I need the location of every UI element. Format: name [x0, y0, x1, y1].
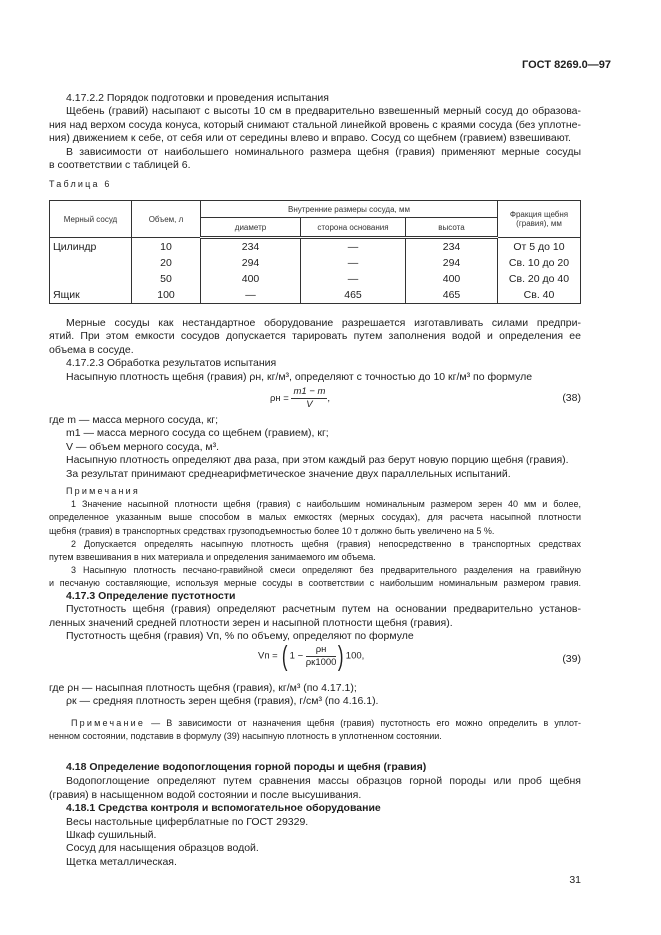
formula-number: (38): [562, 392, 581, 404]
cell: Св. 20 до 40: [498, 271, 581, 287]
section-4-17-3: [49, 590, 581, 644]
equipment-item: Весы настольные циферблатные по ГОСТ 29329.: [66, 815, 309, 828]
col-header: Фракция щебня (гравия), мм: [498, 201, 581, 238]
equipment-item: Шкаф сушильный.: [66, 828, 157, 841]
cell: 234: [406, 238, 498, 256]
col-header: диаметр: [201, 218, 301, 238]
paragraph-nonstandard: [49, 317, 581, 384]
formula-denominator: V: [306, 399, 313, 410]
note-line: [49, 717, 581, 730]
text-line: V — объем мерного сосуда, м³.: [66, 440, 220, 453]
notes: [49, 485, 581, 591]
text-line: Насыпную плотность щебня (гравия) ρн, кг/м³, определяют с точностью до 10 кг/м³ по формуле: [66, 370, 533, 383]
note-single: [49, 717, 581, 743]
text-line: Пустотность щебня (гравия) Vп, % по объему, определяют по формуле: [66, 630, 414, 643]
section-4-17-2-2: [49, 92, 581, 172]
cell: [50, 255, 132, 271]
cell: Св. 10 до 20: [498, 255, 581, 271]
text-line: За результат принимают среднеарифметическое значение двух параллельных испытаний.: [66, 467, 511, 480]
text-line: где ρн — насыпная плотность щебня (гравия), кг/м³ (по 4.17.1);: [49, 682, 357, 694]
page-number: 31: [569, 874, 581, 886]
text-line: (гравия) в насыщенном водой состоянии и после высушивания.: [49, 788, 362, 801]
text-line: объема в сосуде.: [49, 343, 134, 356]
text-line: ρк — средняя плотность зерен щебня (гравия), г/см³ (по 4.16.1).: [66, 695, 379, 708]
text-line: ленных значений средней плотности зерен и насыпной плотности щебня (гравия).: [49, 616, 453, 629]
cell: —: [201, 287, 301, 304]
table-6: [49, 200, 581, 304]
formula-denominator: ρк1000: [305, 656, 337, 668]
note-line: 1 Значение насыпной плотности щебня (гравия) с наибольшим номинальным размером зерен 40 мм и более,: [71, 499, 581, 510]
col-header: высота: [406, 218, 498, 238]
text-line: где m — масса мерного сосуда, кг;: [49, 414, 219, 426]
text-line: в соответствии с таблицей 6.: [49, 158, 191, 171]
table-caption: Таблица 6: [49, 179, 112, 189]
text-line: ятий. При этом емкости сосудов допускается тарировать путем заполнения водой и определения ее: [49, 330, 581, 343]
note-line: и песчаную составляющие, используя мерные сосуды в соответствии с наибольшим номинальным размером гравия.: [49, 578, 581, 589]
equipment-item: Сосуд для насыщения образцов водой.: [66, 842, 259, 855]
cell: Ящик: [50, 287, 132, 304]
formula-lhs: ρн =: [270, 393, 289, 405]
text-line: m1 — масса мерного сосуда со щебнем (гравием), кг;: [66, 427, 329, 440]
cell: Св. 40: [498, 287, 581, 304]
where-block-38: [49, 414, 581, 481]
col-header: Объем, л: [132, 201, 201, 238]
text-line: Водопоглощение определяют путем сравнения массы образцов горной породы или проб щебня: [66, 775, 581, 788]
cell: —: [301, 271, 406, 287]
note-line: щебня (гравия) в транспортных средствах грузоподъемностью более 10 т должно быть увеличено на 5 %.: [49, 525, 495, 536]
note-line: 2 Допускается определять насыпную плотность щебня (гравия) непосредственно в транспортных средствах: [71, 538, 581, 549]
formula-numerator: ρн: [306, 644, 337, 657]
note-text: — В зависимости от назначения щебня (гравия) пустотность его можно определить в уплот-: [151, 718, 581, 728]
section-heading: 4.17.2.3 Обработка результатов испытания: [66, 357, 277, 370]
cell: 100: [132, 287, 201, 304]
table-row: [50, 238, 581, 256]
cell: От 5 до 10: [498, 238, 581, 256]
cell: 50: [132, 271, 201, 287]
col-header: Мерный сосуд: [50, 201, 132, 238]
cell: 465: [301, 287, 406, 304]
section-4-18: [49, 761, 581, 869]
cell: 465: [406, 287, 498, 304]
note-line: определенное указанным выше способом в малых емкостях (мерных сосудах), для расчета насыпной плотности: [49, 512, 581, 523]
cell: 294: [201, 255, 301, 271]
formula-number: (39): [562, 653, 581, 665]
text-line: Щебень (гравий) насыпают с высоты 10 см в предварительно взвешенный мерный сосуд до образова-: [66, 105, 581, 118]
formula-one: 1 −: [289, 650, 304, 662]
text-line: ния над верхом сосуда конуса, который снимают стальной линейкой вровень с краями сосуда (без уплотне-: [49, 118, 581, 131]
note-line: 3 Насыпную плотность песчано-гравийной смеси определяют без предварительного разделения на гравийную: [71, 565, 581, 576]
text-line: Насыпную плотность определяют два раза, при этом каждый раз берут новую порцию щебня (гравия).: [66, 454, 569, 467]
section-heading: 4.17.2.2 Порядок подготовки и проведения испытания: [66, 92, 329, 104]
formula-tail: ,: [327, 393, 331, 405]
cell: —: [301, 255, 406, 271]
text-line: Мерные сосуды как нестандартное оборудование разрешается изготавливать силами предпри-: [66, 317, 581, 329]
table-row: [50, 255, 581, 271]
where-block-39: [49, 682, 581, 709]
notes-title: Примечания: [66, 486, 140, 496]
note-line: путем взвешивания в них материала и определения занимаемого им объема.: [49, 551, 376, 562]
table-row: [50, 271, 581, 287]
formula-38: [270, 386, 330, 411]
table-row: [50, 287, 581, 304]
formula-tail: 100,: [345, 650, 365, 662]
formula-numerator: m1 − m: [293, 386, 326, 397]
cell: 294: [406, 255, 498, 271]
section-heading: 4.17.3 Определение пустотности: [66, 590, 236, 602]
doc-code-header: ГОСТ 8269.0—97: [522, 59, 611, 71]
cell: Цилиндр: [50, 238, 132, 256]
cell: [50, 271, 132, 287]
col-header: сторона основания: [301, 218, 406, 238]
equipment-item: Щетка металлическая.: [66, 855, 177, 868]
cell: 20: [132, 255, 201, 271]
cell: —: [301, 238, 406, 256]
cell: 400: [406, 271, 498, 287]
cell: 234: [201, 238, 301, 256]
formula-39: Vп = ( 1 − $\frac{\rho н}{\rho к1000}$ ) 100,: [258, 640, 365, 671]
text-line: Пустотность щебня (гравия) определяют расчетным путем на основании предварительно установ-: [66, 603, 581, 616]
text-line: В зависимости от наибольшего номинального размера щебня (гравия) применяют мерные сосуды: [66, 145, 581, 158]
subsection-heading: 4.18.1 Средства контроля и вспомогательное оборудование: [66, 802, 381, 815]
formula-lhs: Vп =: [258, 650, 278, 662]
cell: 10: [132, 238, 201, 256]
text-line: ния) движением к себе, от себя или от середины влево и вправо. Сосуд со щебнем (гравием) взвешивают.: [49, 132, 571, 145]
note-label: Примечание: [71, 718, 146, 728]
cell: 400: [201, 271, 301, 287]
col-header: Внутренние размеры сосуда, мм: [201, 201, 498, 218]
section-heading: 4.18 Определение водопоглощения горной породы и щебня (гравия): [66, 761, 427, 773]
note-line: ненном состоянии, подставив в формулу (39) насыпную плотность в уплотненном состоянии.: [49, 731, 442, 742]
